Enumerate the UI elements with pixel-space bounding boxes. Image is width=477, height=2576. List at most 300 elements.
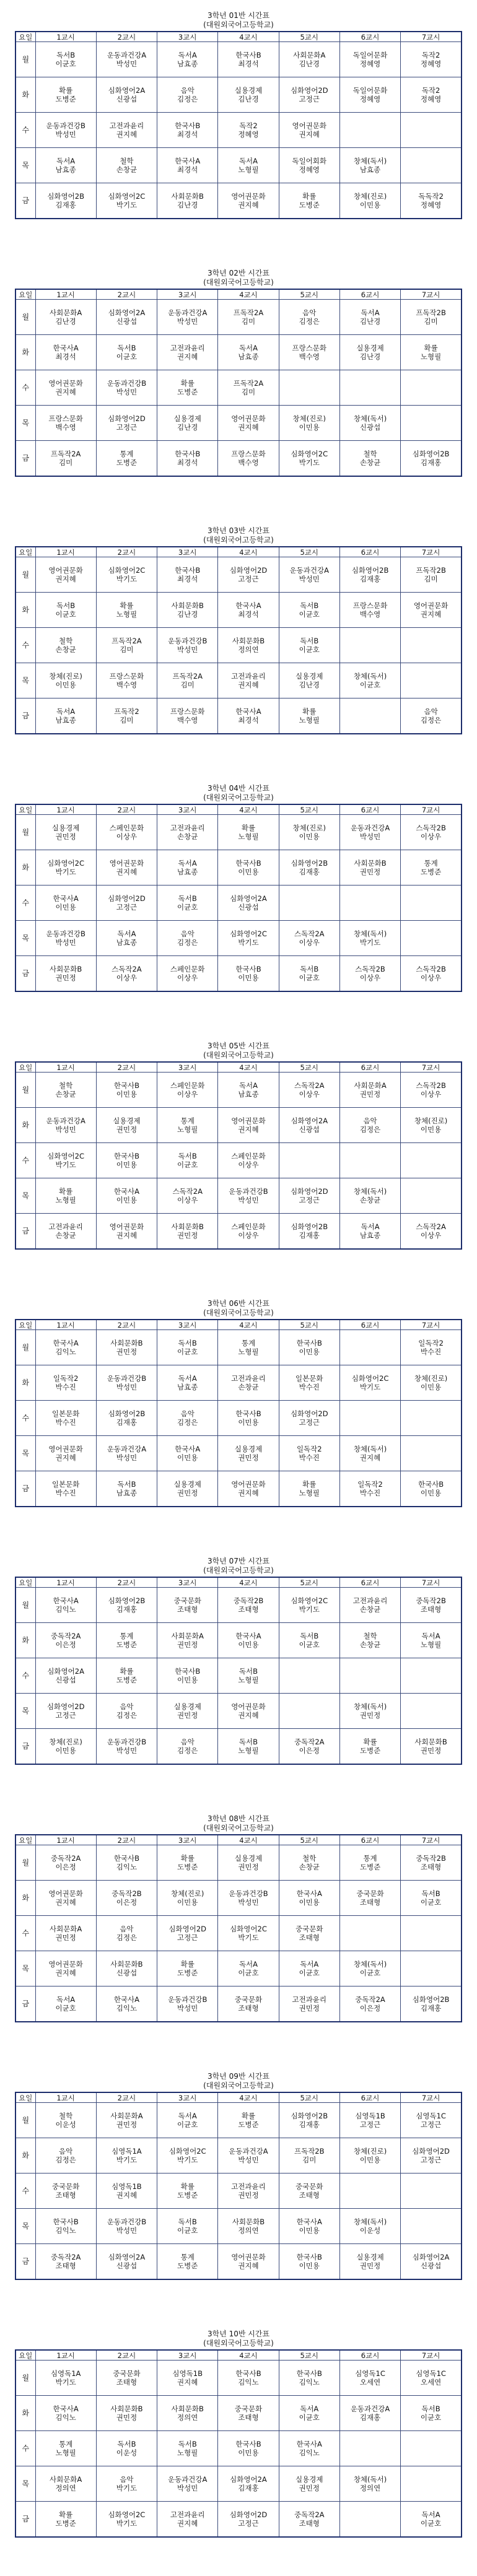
class-cell <box>401 1986 462 2022</box>
subject-name: 프독작2 <box>114 707 139 716</box>
header-period-7: 7교시 <box>401 289 462 300</box>
day-row <box>15 663 462 698</box>
subject-name: 중독작2B <box>416 1854 446 1863</box>
class-cell <box>339 441 400 476</box>
teacher-name: 고정근 <box>238 575 259 583</box>
subject-name: 심화영어2D <box>46 1702 85 1711</box>
class-cell <box>157 557 218 593</box>
class-cell <box>279 1658 339 1694</box>
teacher-name: 김재홍 <box>299 2120 320 2129</box>
teacher-name: 신광섭 <box>116 2261 138 2270</box>
header-period-3: 3교시 <box>157 804 218 815</box>
teacher-name: 박성민 <box>359 832 381 841</box>
subject-name: 심화영어2A <box>230 2475 267 2484</box>
subject-name: 사회문화A <box>49 2475 82 2484</box>
subject-name: 독서A <box>178 859 197 868</box>
teacher-name: 권지혜 <box>177 2518 198 2528</box>
subject-name: 운동과건강A <box>350 2404 390 2413</box>
teacher-name: 정의연 <box>238 645 259 654</box>
teacher-name: 박수진 <box>359 1488 381 1497</box>
teacher-name: 김익노 <box>299 2448 320 2457</box>
teacher-name: 김정은 <box>299 317 320 326</box>
subject-name: 한국사A <box>175 157 201 165</box>
class-cell <box>157 42 218 77</box>
subject-name: 일본문화 <box>51 1479 80 1489</box>
subject-name: 독서A <box>300 2404 319 2413</box>
class-cell <box>35 921 96 956</box>
subject-name: 철학 <box>363 449 377 458</box>
subject-name: 심화영어2B <box>291 859 328 868</box>
day-label: 금 <box>15 956 35 991</box>
header-row <box>15 804 462 815</box>
subject-name: 창체(독서) <box>353 1187 387 1196</box>
teacher-name: 정의연 <box>238 2226 259 2235</box>
day-row <box>15 1986 462 2022</box>
class-cell <box>401 2431 462 2466</box>
class-cell <box>35 1143 96 1178</box>
subject-name: 운동과건강A <box>350 824 390 832</box>
subject-name: 실용경제 <box>356 344 384 352</box>
teacher-name: 김정은 <box>177 1418 198 1427</box>
header-period-4: 4교시 <box>218 1577 279 1588</box>
teacher-name: 손창균 <box>238 1383 259 1391</box>
class-cell <box>96 921 157 956</box>
teacher-name: 박기도 <box>116 575 138 583</box>
teacher-name: 신광섭 <box>116 1969 138 1977</box>
subject-name: 영어권문화 <box>231 191 266 201</box>
teacher-name: 손창균 <box>116 165 138 174</box>
subject-name: 실용경제 <box>113 1116 141 1125</box>
teacher-name: 고정근 <box>55 1711 76 1720</box>
class-cell <box>339 1694 400 1729</box>
class-cell <box>339 1986 400 2022</box>
teacher-name: 이민용 <box>420 1125 442 1134</box>
class-cell <box>35 2209 96 2244</box>
subject-name: 고전과윤리 <box>170 2510 205 2519</box>
teacher-name: 이균호 <box>359 681 381 689</box>
class-cell <box>35 2103 96 2138</box>
header-period-2: 2교시 <box>96 2092 157 2103</box>
teacher-name: 남효종 <box>238 352 259 361</box>
teacher-name: 김재홍 <box>116 1605 138 1614</box>
header-period-6: 6교시 <box>339 1062 400 1073</box>
teacher-name: 권민정 <box>116 1347 138 1356</box>
teacher-name: 이균호 <box>299 973 320 982</box>
teacher-name: 이균호 <box>299 2413 320 2422</box>
subject-name: 중독작2A <box>50 1854 81 1863</box>
header-period-3: 3교시 <box>157 2350 218 2361</box>
subject-name: 실용경제 <box>51 824 80 832</box>
day-label: 화 <box>15 1108 35 1143</box>
class-cell <box>279 698 339 734</box>
timetable-grid <box>15 1834 462 2022</box>
teacher-name: 고정근 <box>299 1196 320 1204</box>
subject-name: 심화영어2C <box>291 1596 328 1605</box>
teacher-name: 노형필 <box>55 2448 76 2457</box>
header-period-4: 4교시 <box>218 2350 279 2361</box>
teacher-name: 남효종 <box>55 165 76 174</box>
header-period-1: 1교시 <box>35 32 96 42</box>
class-cell <box>157 1401 218 1436</box>
teacher-name: 박기도 <box>116 2518 138 2528</box>
class-cell <box>96 815 157 850</box>
teacher-name: 이상우 <box>177 1196 198 1204</box>
teacher-name: 손창균 <box>359 1196 381 1204</box>
teacher-name: 박수진 <box>55 1383 76 1391</box>
header-period-7: 7교시 <box>401 804 462 815</box>
day-label: 월 <box>15 300 35 335</box>
subject-name: 사회문화B <box>49 964 82 973</box>
header-period-5: 5교시 <box>279 1577 339 1588</box>
day-label: 화 <box>15 2138 35 2174</box>
day-row <box>15 183 462 219</box>
teacher-name: 김미 <box>241 388 256 396</box>
header-day: 요일 <box>15 1577 35 1588</box>
subject-name: 독서B <box>178 1152 197 1160</box>
class-cell <box>35 370 96 406</box>
subject-name: 확률 <box>302 1479 317 1489</box>
teacher-name: 권민정 <box>116 1125 138 1134</box>
subject-name: 한국사A <box>53 1596 79 1605</box>
day-label: 수 <box>15 370 35 406</box>
class-cell <box>35 1694 96 1729</box>
class-cell <box>218 1143 279 1178</box>
header-period-1: 1교시 <box>35 2092 96 2103</box>
school-name: (대원외국어고등학교) <box>203 20 274 29</box>
header-period-2: 2교시 <box>96 547 157 557</box>
class-cell <box>279 2431 339 2466</box>
subject-name: 창체(진로) <box>170 1889 204 1898</box>
subject-name: 중국문화 <box>234 1995 263 2004</box>
class-cell <box>279 1623 339 1658</box>
teacher-name: 조태형 <box>116 2378 138 2387</box>
teacher-name: 노형필 <box>177 2448 198 2457</box>
class-cell <box>157 1845 218 1881</box>
day-label: 수 <box>15 1916 35 1951</box>
day-row <box>15 1214 462 1249</box>
subject-name: 운동과건강B <box>46 929 85 938</box>
class-cell <box>279 77 339 113</box>
teacher-name: 박기도 <box>299 458 320 467</box>
class-cell <box>218 921 279 956</box>
day-label: 월 <box>15 2361 35 2396</box>
teacher-name: 김정은 <box>177 95 198 103</box>
class-cell <box>401 2361 462 2396</box>
class-cell <box>157 593 218 628</box>
subject-name: 영어권문화 <box>48 1889 83 1898</box>
timetable-04 <box>15 784 462 992</box>
day-label: 목 <box>15 148 35 183</box>
class-cell <box>339 2431 400 2466</box>
class-cell <box>279 2361 339 2396</box>
day-label: 금 <box>15 1214 35 1249</box>
header-period-4: 4교시 <box>218 547 279 557</box>
teacher-name: 정의연 <box>177 2413 198 2422</box>
teacher-name: 김난경 <box>359 317 381 326</box>
subject-name: 한국사A <box>235 1632 261 1640</box>
teacher-name: 고정근 <box>359 2120 381 2129</box>
class-cell <box>157 1178 218 1214</box>
teacher-name: 남효종 <box>116 1488 138 1497</box>
teacher-name: 이균호 <box>177 2120 198 2129</box>
day-label: 금 <box>15 698 35 734</box>
class-cell <box>96 1108 157 1143</box>
subject-name: 통계 <box>363 1854 377 1863</box>
teacher-name: 김재홍 <box>359 575 381 583</box>
class-cell <box>279 2138 339 2174</box>
day-label: 금 <box>15 441 35 476</box>
teacher-name: 조태형 <box>177 1605 198 1614</box>
class-cell <box>279 593 339 628</box>
class-cell <box>218 1729 279 1764</box>
class-cell <box>279 628 339 663</box>
class-cell <box>279 1436 339 1471</box>
teacher-name: 백수영 <box>299 352 320 361</box>
class-cell <box>35 557 96 593</box>
header-period-6: 6교시 <box>339 2092 400 2103</box>
subject-name: 심영독1C <box>416 2112 446 2120</box>
subject-name: 확률 <box>180 379 195 388</box>
class-cell <box>157 1881 218 1916</box>
teacher-name: 박수진 <box>55 1488 76 1497</box>
day-row <box>15 1330 462 1365</box>
subject-name: 독서A <box>239 344 258 352</box>
teacher-name: 박성민 <box>177 645 198 654</box>
teacher-name: 신광섭 <box>299 1125 320 1134</box>
header-period-7: 7교시 <box>401 2350 462 2361</box>
class-cell <box>35 1951 96 1986</box>
day-row <box>15 1951 462 1986</box>
timetable-title: 3학년 07반 시간표 <box>207 1557 270 1565</box>
class-cell <box>96 335 157 370</box>
class-cell <box>218 300 279 335</box>
class-cell <box>218 1073 279 1108</box>
subject-name: 영어권문화 <box>231 2252 266 2261</box>
subject-name: 고전과윤리 <box>231 672 266 681</box>
school-name: (대원외국어고등학교) <box>203 2339 274 2348</box>
subject-name: 스독작2B <box>416 1081 446 1090</box>
teacher-name: 박성민 <box>55 938 76 947</box>
teacher-name: 조태형 <box>359 1898 381 1907</box>
subject-name: 통계 <box>241 1339 256 1347</box>
class-cell <box>35 335 96 370</box>
teacher-name: 최경석 <box>177 130 198 139</box>
teacher-name: 조태형 <box>299 2518 320 2528</box>
class-cell <box>401 815 462 850</box>
teacher-name: 노형필 <box>238 832 259 841</box>
class-cell <box>157 148 218 183</box>
teacher-name: 조태형 <box>238 2003 259 2012</box>
timetable-grid <box>15 1577 462 1765</box>
class-cell <box>279 1588 339 1623</box>
class-cell <box>339 2138 400 2174</box>
class-cell <box>401 1365 462 1401</box>
class-cell <box>279 1178 339 1214</box>
subject-name: 사회문화B <box>414 1737 447 1746</box>
teacher-name: 이운성 <box>55 2120 76 2129</box>
day-row <box>15 113 462 148</box>
subject-name: 독서B <box>178 894 197 903</box>
class-cell <box>279 815 339 850</box>
class-cell <box>218 2396 279 2431</box>
class-cell <box>157 2209 218 2244</box>
subject-name: 독서B <box>178 2440 197 2448</box>
teacher-name: 김난경 <box>299 59 320 68</box>
class-cell <box>339 1845 400 1881</box>
class-cell <box>339 1588 400 1623</box>
teacher-name: 김난경 <box>299 681 320 689</box>
day-row <box>15 2138 462 2174</box>
teacher-name: 권지혜 <box>177 352 198 361</box>
day-row <box>15 1623 462 1658</box>
class-cell <box>279 2396 339 2431</box>
class-cell <box>339 1401 400 1436</box>
class-cell <box>339 663 400 698</box>
class-cell <box>218 1881 279 1916</box>
class-cell <box>279 1330 339 1365</box>
class-cell <box>218 2466 279 2502</box>
teacher-name: 이민용 <box>299 1898 320 1907</box>
subject-name: 프독작2A <box>233 308 264 317</box>
subject-name: 음악 <box>424 707 438 716</box>
subject-name: 심화영어2C <box>168 2147 206 2156</box>
header-period-5: 5교시 <box>279 2350 339 2361</box>
subject-name: 일본문화 <box>51 1409 80 1418</box>
subject-name: 스독작2B <box>416 824 446 832</box>
subject-name: 실용경제 <box>234 1854 263 1863</box>
teacher-name: 이민용 <box>238 1640 259 1649</box>
class-cell <box>218 1436 279 1471</box>
class-cell <box>96 1951 157 1986</box>
teacher-name: 고정근 <box>420 2156 442 2164</box>
teacher-name: 이민용 <box>299 2226 320 2235</box>
teacher-name: 노형필 <box>177 1125 198 1134</box>
class-cell <box>35 850 96 886</box>
class-cell <box>96 406 157 441</box>
subject-name: 독서A <box>239 1081 258 1090</box>
subject-name: 프랑스문화 <box>109 672 144 681</box>
teacher-name: 김미 <box>241 317 256 326</box>
subject-name: 심화영어2D <box>290 1409 328 1418</box>
class-cell <box>157 886 218 921</box>
subject-name: 확률 <box>302 191 317 201</box>
class-cell <box>157 1365 218 1401</box>
class-cell <box>35 2466 96 2502</box>
teacher-name: 박성민 <box>177 317 198 326</box>
class-cell <box>339 2174 400 2209</box>
subject-name: 한국사A <box>175 1445 201 1453</box>
subject-name: 한국사B <box>235 2440 261 2448</box>
class-cell <box>339 2209 400 2244</box>
teacher-name: 최경석 <box>177 458 198 467</box>
school-name: (대원외국어고등학교) <box>203 1566 274 1575</box>
day-row <box>15 1729 462 1764</box>
subject-name: 독서A <box>361 308 380 317</box>
header-period-3: 3교시 <box>157 32 218 42</box>
teacher-name: 이은정 <box>55 1640 76 1649</box>
teacher-name: 이균호 <box>177 1160 198 1169</box>
header-day: 요일 <box>15 32 35 42</box>
header-day: 요일 <box>15 2092 35 2103</box>
day-label: 수 <box>15 113 35 148</box>
header-period-2: 2교시 <box>96 1835 157 1845</box>
class-cell <box>218 2244 279 2279</box>
day-row <box>15 1073 462 1108</box>
day-label: 수 <box>15 2174 35 2209</box>
teacher-name: 권지혜 <box>55 1453 76 1462</box>
subject-name: 창체(진로) <box>414 1116 448 1125</box>
class-cell <box>96 850 157 886</box>
teacher-name: 이균호 <box>299 610 320 619</box>
timetable-02 <box>15 269 462 477</box>
teacher-name: 권민정 <box>359 1090 381 1099</box>
class-cell <box>218 1401 279 1436</box>
subject-name: 사회문화B <box>171 2404 204 2413</box>
subject-name: 확률 <box>180 2182 195 2191</box>
day-row <box>15 557 462 593</box>
subject-name: 한국사A <box>296 1889 322 1898</box>
class-cell <box>218 1916 279 1951</box>
teacher-name: 도병준 <box>177 2261 198 2270</box>
class-cell <box>157 335 218 370</box>
subject-name: 한국사B <box>235 2369 261 2378</box>
teacher-name: 도병준 <box>177 2191 198 2200</box>
teacher-name: 이균호 <box>177 1347 198 1356</box>
subject-name: 독서A <box>117 929 136 938</box>
class-cell <box>157 698 218 734</box>
subject-name: 프랑스문화 <box>48 414 83 423</box>
class-cell <box>35 2138 96 2174</box>
teacher-name: 박기도 <box>55 868 76 876</box>
subject-name: 중독작2B <box>233 1596 264 1605</box>
class-cell <box>339 593 400 628</box>
teacher-name: 최경석 <box>177 575 198 583</box>
subject-name: 심화영어2A <box>230 894 267 903</box>
class-cell <box>157 2502 218 2537</box>
subject-name: 심화영어2D <box>108 414 146 423</box>
day-label: 목 <box>15 663 35 698</box>
subject-name: 운동과건강B <box>107 2217 147 2226</box>
class-cell <box>339 1073 400 1108</box>
teacher-name: 이민용 <box>238 2448 259 2457</box>
teacher-name: 이균호 <box>299 1969 320 1977</box>
teacher-name: 이민용 <box>177 1898 198 1907</box>
teacher-name: 손창균 <box>359 1640 381 1649</box>
class-cell <box>35 183 96 219</box>
day-label: 수 <box>15 2431 35 2466</box>
subject-name: 심화영어2B <box>108 1596 146 1605</box>
teacher-name: 김난경 <box>238 95 259 103</box>
subject-name: 실용경제 <box>173 1479 201 1489</box>
class-cell <box>401 886 462 921</box>
subject-name: 심영독1A <box>50 2369 81 2378</box>
class-cell <box>35 1986 96 2022</box>
class-cell <box>35 1729 96 1764</box>
teacher-name: 이운성 <box>359 2226 381 2235</box>
teacher-name: 조태형 <box>55 2261 76 2270</box>
teacher-name: 박성민 <box>238 1898 259 1907</box>
subject-name: 사회문화A <box>354 1081 387 1090</box>
subject-name: 중국문화 <box>234 2404 263 2413</box>
day-row <box>15 2431 462 2466</box>
timetable-10 <box>15 2330 462 2538</box>
day-label: 화 <box>15 593 35 628</box>
day-row <box>15 1178 462 1214</box>
class-cell <box>96 1073 157 1108</box>
teacher-name: 이민용 <box>299 423 320 432</box>
class-cell <box>96 1214 157 1249</box>
teacher-name: 박성민 <box>116 388 138 396</box>
